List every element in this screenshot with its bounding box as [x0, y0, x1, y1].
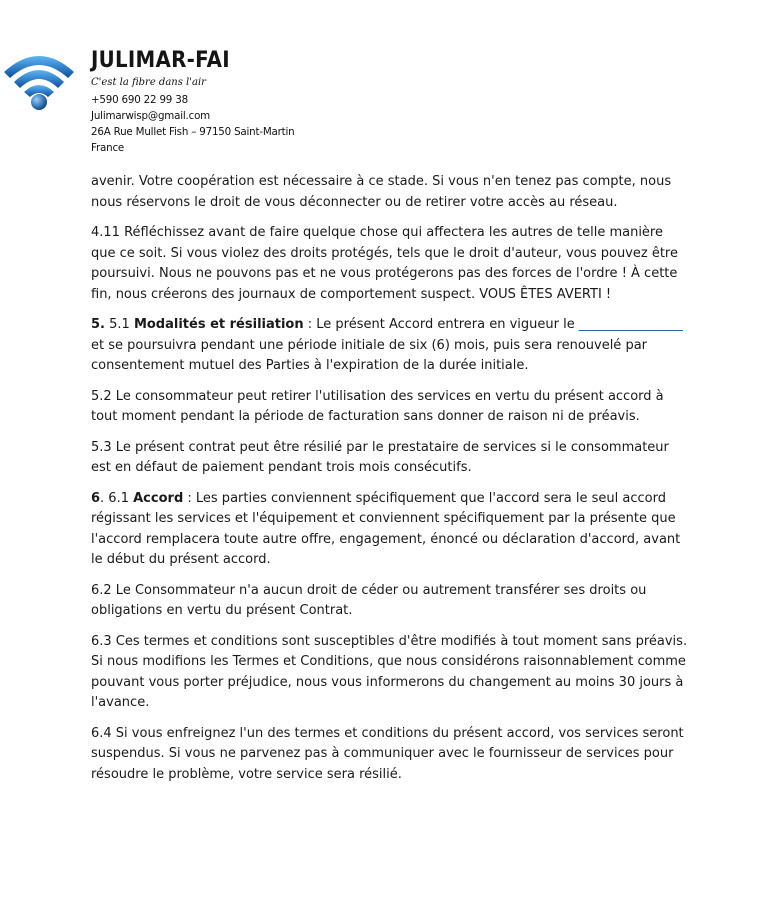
paragraph-6-1 [91, 489, 691, 571]
company-phone: +590 690 22 99 38 [91, 94, 188, 106]
paragraph-text: : Le présent Accord entrera en vigueur le [303, 317, 579, 332]
section-heading: Modalités et résiliation [133, 317, 304, 332]
company-name: JULIMAR-FAI [91, 48, 230, 73]
paragraph-5-1 [91, 315, 691, 377]
section-number: 5. [91, 317, 105, 332]
section-heading: Accord [133, 490, 184, 506]
paragraph-text: : Les parties conviennent spécifiquement que l'accord sera le seul accord régissant les services et l'équipement et conviennent spécifiquement par la présente que l'accord remplacera toute autre offre, engagement, énoncé ou déclaration d'accord, avant le début du présent accord. [91, 490, 681, 567]
subsection-number: . 6.1 [100, 490, 134, 506]
paragraph-6-3: 6.3 Ces termes et conditions sont susceptibles d'être modifiés à tout moment sans préavis. Si nous modifions les Termes et Conditions, que nous considérons raisonnablement comme pouvant vous porter préjudice, nous vous informerons du changement au moins 30 jours à l'avance. [91, 633, 688, 710]
wifi-signal-icon [0, 44, 78, 114]
company-tagline: C'est la fibre dans l'air [91, 77, 206, 88]
date-blank-line: ________________ [578, 317, 683, 332]
company-country: France [91, 142, 125, 154]
paragraph-intro: avenir. Votre coopération est nécessaire à ce stade. Si vous n'en tenez pas compte, nous nous réservons le droit de vous déconnecter ou de retirer votre accès au réseau. [91, 174, 672, 210]
paragraph-4-11: 4.11 Réfléchissez avant de faire quelque chose qui affectera les autres de telle manière que ce soit. Si vous violez des droits protégés, tels que le droit d'auteur, vous pouvez être poursuivi. Nous ne pouvons pas et ne vous protégerons pas des forces de l'ordre ! À cette fin, nous créerons des journaux de comportement suspect. VOUS ÊTES AVERTI ! [91, 225, 678, 302]
paragraph-5-2: 5.2 Le consommateur peut retirer l'utilisation des services en vertu du présent accord à tout moment pendant la période de facturation sans donner de raison ni de préavis. [91, 388, 664, 424]
paragraph-6-2: 6.2 Le Consommateur n'a aucun droit de céder ou autrement transférer ses droits ou obligations en vertu du présent Contrat. [91, 582, 647, 618]
subsection-number: 5.1 [104, 317, 134, 332]
paragraph-6-4: 6.4 Si vous enfreignez l'un des termes et conditions du présent accord, vos services seront suspendus. Si vous ne parvenez pas à communiquer avec le fournisseur de services pour résoudre le problème, votre service sera résilié. [91, 725, 684, 782]
paragraph-text-continued: et se poursuivra pendant une période initiale de six (6) mois, puis sera renouvelé par consentement mutuel des Parties à l'expiration de la durée initiale. [91, 337, 648, 373]
company-email: Julimarwisp@gmail.com [91, 110, 211, 122]
company-address: 26A Rue Mullet Fish – 97150 Saint-Martin [91, 126, 295, 138]
section-number: 6 [91, 490, 101, 506]
paragraph-5-3: 5.3 Le présent contrat peut être résilié par le prestataire de services si le consommateur est en défaut de paiement pendant trois mois consécutifs. [91, 439, 669, 475]
document-body [91, 172, 691, 795]
